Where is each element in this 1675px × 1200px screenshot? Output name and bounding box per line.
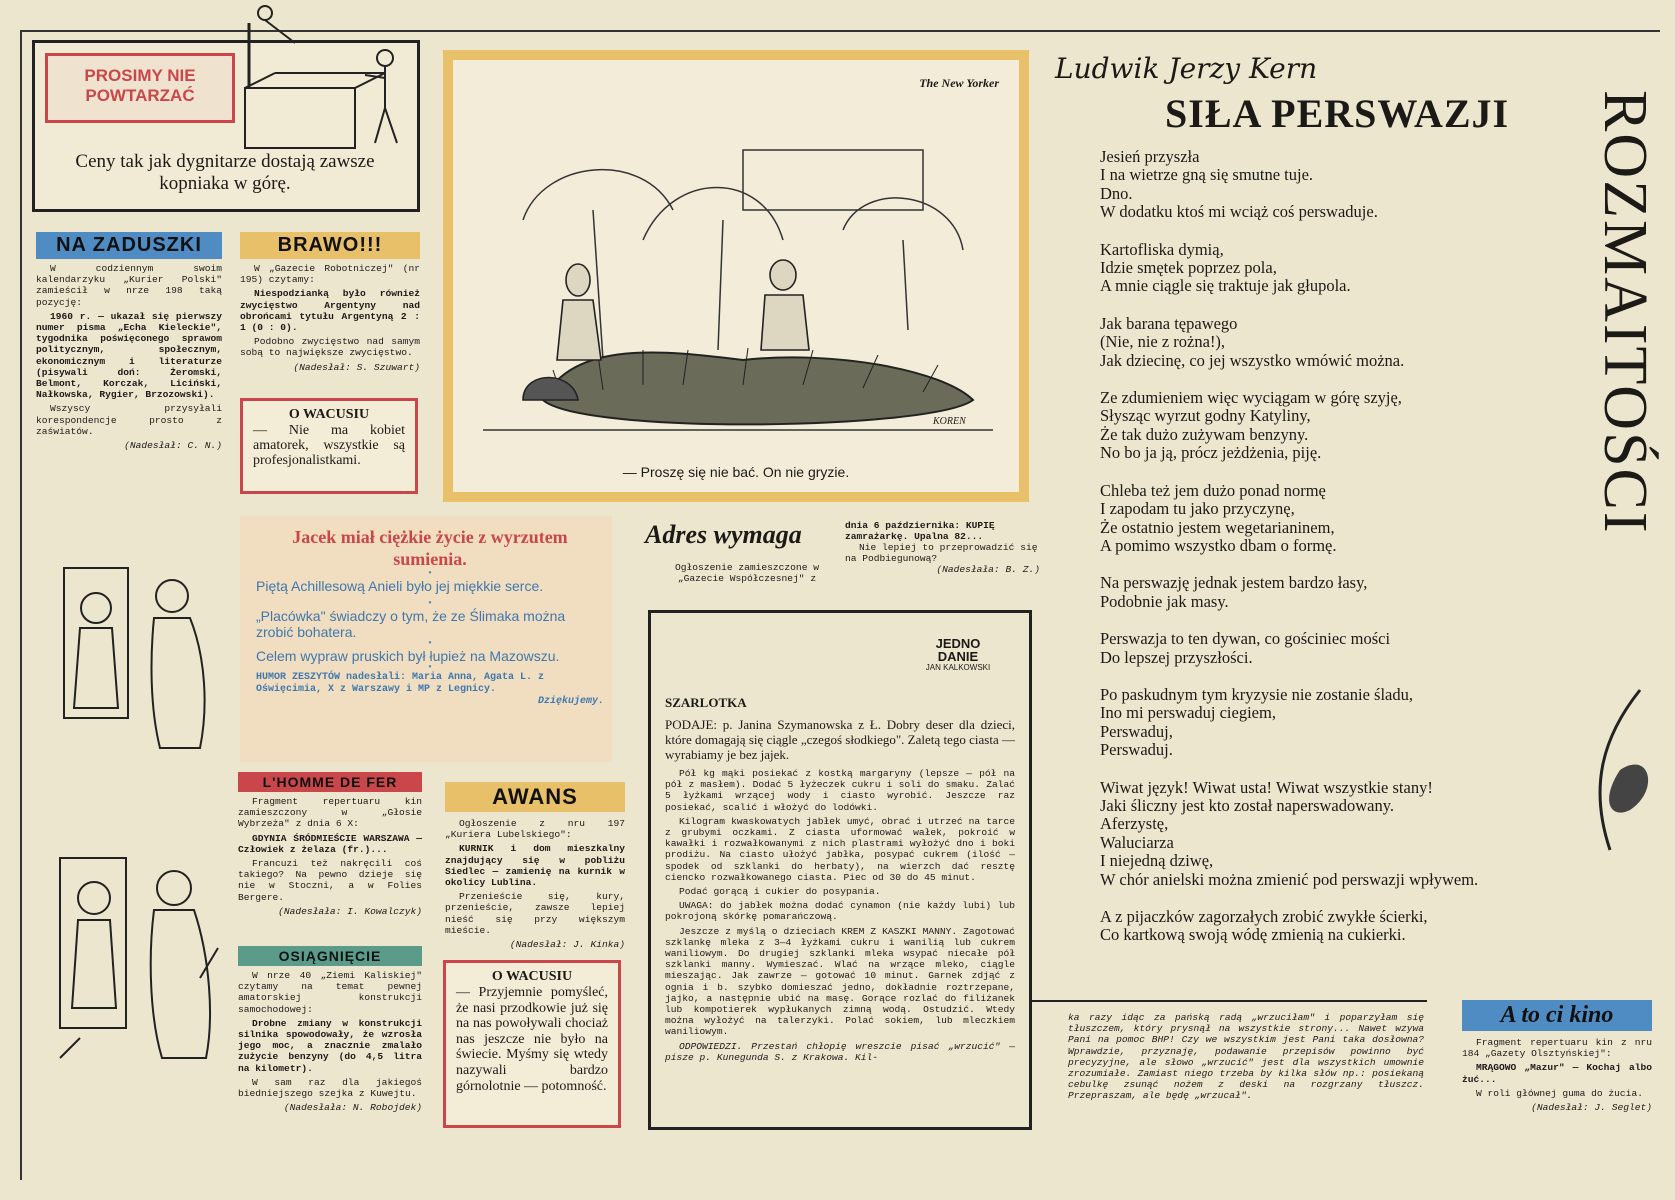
quill-ornament-icon bbox=[1560, 680, 1670, 860]
brawo-p3: Podobno zwycięstwo nad samym sobą to największe zwycięstwo. bbox=[240, 336, 420, 359]
page-frame-left bbox=[20, 30, 22, 1180]
szarlotka-intro: PODAJE: p. Janina Szymanowska z Ł. Dobry deser dla dzieci, które domagają się ciągle „czegoś słodkiego". Zaletą tego ciasta — wyrabiamy je bez jajek. bbox=[665, 717, 1015, 762]
szarlotka-p5: Jeszcze z myślą o dzieciach KREM Z KASZKI MANNY. Zagotować szklankę mleka z 3—4 łyżkami cukru i wanilią lub cukrem waniliowym. Do drugiej szklanki mleka wsypać niecałe pół szklanki manny. Wymieszać. Wlać na wrzące mleko, ciągle mieszając. Jak zawrze — gotować 10 minut. Garnek zdjąć z ognia i b. szybko domieszać jedno, dokładnie roztrzepane, jajko, a następnie ubić na masę. Gorące rozlać do filiżanek lub kompotierek wypłukanych zimną wodą. Ostudzić. Wtedy można wyłożyć na talerzyki. Polać sokiem, lub mleczkiem waniliowym. bbox=[665, 925, 1015, 1038]
jacek-item-2: „Placówka" świadczy o tym, że ze Ślimaka można zrobić bohatera. bbox=[256, 608, 566, 640]
awans-section bbox=[445, 782, 625, 952]
brawo-heading: BRAWO!!! bbox=[240, 232, 420, 259]
osiagniecie-credit: (Nadesłała: N. Robojdek) bbox=[283, 1102, 422, 1114]
prosimy-title-box bbox=[45, 53, 235, 123]
poem-line: Kartofliska dymią, bbox=[1100, 239, 1224, 259]
zaduszki-p3: Wszyscy przysyłali korespondencje prosto z zaświatów. bbox=[36, 403, 222, 437]
jacek-item-1: Piętą Achillesową Anieli było jej miękkie serce. bbox=[256, 578, 544, 594]
poem-line: Aferzystę, bbox=[1100, 814, 1169, 834]
homme-credit: (Nadesłała: I. Kowalczyk) bbox=[278, 905, 422, 917]
wacusiu-box-1 bbox=[240, 398, 418, 494]
poem-line: W dodatku ktoś mi wciąż coś perswaduje. bbox=[1100, 202, 1378, 222]
cartoon-source: The New Yorker bbox=[919, 76, 999, 90]
homme-p2: GDYNIA ŚRÓDMIEŚCIE WARSZAWA — Człowiek z żelaza (fr.)... bbox=[238, 832, 422, 855]
jacek-title: Jacek miał ciężkie życie z wyrzutem sumienia. bbox=[292, 527, 568, 569]
poem-line: Chleba też jem dużo ponad normę bbox=[1100, 480, 1326, 500]
szarlotka-answer-cont: ka razy idąc za pańską radą „wrzuciłam" i poparzyłam się tłuszczem, który prysnął na wszystkie strony... Nawet wzywa Pani na pomoc BHP! Czy we wszystkim jest Pani taka dosłowna? Wprawdzie, przyznaję, podawanie przepisów powinno być precyzyjne, ale słowo „wrzucić" jest dla wszystkich umownie zrozumiałe. Zamiast niego trzeba by kilka słów np.: posiekaną cebulkę zsunąć nożem z deski na rozgrzany tłuszcz. Przepraszam, ale będę „wrzucał". bbox=[1068, 1012, 1424, 1102]
wacusiu-box-2 bbox=[443, 960, 621, 1128]
brawo-p1: W „Gazecie Robotniczej" (nr 195) czytamy: bbox=[240, 263, 420, 286]
jacek-thanks: HUMOR ZESZYTÓW nadesłali: Maria Anna, Agata L. z Oświęcimia, X z Warszawy i MP z Legnicy. bbox=[256, 672, 545, 695]
poem-line: No bo ja ją, prócz jeżdżenia, piję. bbox=[1100, 443, 1322, 463]
desk-illustration bbox=[235, 3, 415, 153]
poem-line: Jesień przyszła bbox=[1100, 147, 1200, 166]
poem-line: W chór anielski można zmienić pod perswazji wpływem. bbox=[1100, 869, 1479, 889]
poem-stanza bbox=[1100, 908, 1620, 945]
homme-p3: Francuzi też nakręcili coś takiego? Na pewno dzieje się nie w Stoczni, a w Folies Bergere. bbox=[238, 858, 422, 903]
zaduszki-credit: (Nadesłał: C. N.) bbox=[124, 440, 222, 452]
jacek-bullet-1: • bbox=[428, 568, 432, 579]
poem-line: Ze zdumieniem więc wyciągam w górę szyję, bbox=[1100, 388, 1402, 408]
prosimy-text: Ceny tak jak dygnitarze dostają zawsze kopniaka w górę. bbox=[75, 151, 375, 194]
kino-credit: (Nadesłał: J. Seglet) bbox=[1531, 1102, 1652, 1114]
jedno-danie-logo bbox=[913, 637, 1003, 672]
zaduszki-p1: W codziennym swoim kalendarzyku „Kurier Polski" zamieścił w nrze 198 taką pozycję: bbox=[36, 263, 222, 308]
wacusiu-1-heading: O WACUSIU bbox=[288, 407, 370, 422]
poem-line: Perswazja to ten dywan, co gościniec mości bbox=[1100, 629, 1391, 649]
wacusiu-2-heading: O WACUSIU bbox=[491, 969, 573, 984]
cartoon-signature: KOREN bbox=[933, 416, 966, 427]
poem-stanza bbox=[1100, 574, 1620, 611]
awans-heading: AWANS bbox=[445, 782, 625, 812]
adres-heading: Adres wymaga bbox=[645, 520, 802, 549]
adres-left: Ogłoszenie zamieszczone w „Gazecie Współczesnej" z bbox=[675, 562, 819, 584]
szarlotka-answer: ODPOWIEDZI. Przestań chłopię wreszcie pisać „wrzucić" — pisze p. Kunegunda S. z Krakowa. Kil- bbox=[665, 1040, 1015, 1063]
logo-jedno: JEDNO bbox=[935, 636, 981, 651]
poem-line: Perswaduj. bbox=[1100, 740, 1173, 760]
cartoon-box bbox=[443, 50, 1029, 502]
szarlotka-p3: Podać gorącą i cukier do posypania. bbox=[679, 886, 881, 898]
kino-heading: A to ci kino bbox=[1462, 1000, 1652, 1031]
awans-p2: KURNIK i dom mieszkalny znajdujący się w pobliżu Siedlec — zamienię na kurnik w okolicy Lublina. bbox=[445, 843, 625, 889]
poem-line: Podobnie jak masy. bbox=[1100, 591, 1229, 611]
zaduszki-heading: NA ZADUSZKI bbox=[36, 232, 222, 259]
kino-p3: W roli głównej guma do żucia. bbox=[1476, 1087, 1643, 1099]
awans-credit: (Nadesłał: J. Kinka) bbox=[509, 939, 625, 951]
jacek-bullet-3: • bbox=[428, 638, 432, 649]
poem-line: Że tak dużo zużywam benzyny. bbox=[1100, 424, 1309, 444]
poem-line: Po paskudnym tym kryzysie nie zostanie śladu, bbox=[1100, 684, 1413, 704]
mirror-women-illustration-top bbox=[50, 548, 210, 758]
cartoon-drawing bbox=[483, 100, 993, 440]
jacek-item-3: Celem wypraw pruskich był łupież na Mazowszu. bbox=[256, 648, 560, 664]
poem-line: Wiwat język! Wiwat usta! Wiwat wszystkie stany! bbox=[1100, 777, 1433, 797]
poem-stanza bbox=[1100, 315, 1620, 370]
poem-line: Idzie smętek poprzez pola, bbox=[1100, 258, 1277, 278]
homme-section bbox=[238, 772, 422, 942]
szarlotka-box bbox=[648, 610, 1032, 1130]
szarlotka-p4: UWAGA: do jabłek można dodać cynamon (nie każdy lubi) lub pokrojoną skórkę pomarańczową. bbox=[665, 900, 1015, 923]
wacusiu-1-text: — Nie ma kobiet amatorek, wszystkie są profesjonalistkami. bbox=[253, 423, 405, 468]
awans-p3: Przenieście się, kury, przenieście, zawsze lepiej nieść się przy większym mieście. bbox=[445, 891, 625, 936]
poem-line: A pomimo wszystko dbam o formę. bbox=[1100, 535, 1337, 555]
poem-stanza bbox=[1100, 686, 1620, 760]
poem-stanza bbox=[1100, 779, 1620, 889]
osiagniecie-p2: Drobne zmiany w konstrukcji silnika spowodowały, że wzrosła jego moc, a znacznie zmalało zużycie benzyny (do 4,5 litra na kilometr). bbox=[238, 1017, 422, 1074]
adres-right-2: Nie lepiej to przeprowadzić się na Podbiegunową? bbox=[845, 542, 1038, 564]
prosimy-box bbox=[32, 40, 420, 212]
osiagniecie-p1: W nrze 40 „Ziemi Kaliskiej" czytamy na temat pewnej amatorskiej konstrukcji samochodowej: bbox=[238, 970, 422, 1015]
logo-danie: DANIE bbox=[937, 649, 979, 664]
prosimy-title-line2: POWTARZAĆ bbox=[85, 86, 195, 105]
jacek-box bbox=[240, 516, 612, 762]
zaduszki-p2: 1960 r. — ukazał się pierwszy numer pisma „Echa Kieleckie", tygodnika poświęconego sprawom politycznym, społecznym, ekonomicznym i literaturze (pisywali doń: Żeromski, Belmont, Korczak, Liciński, Nałkowska, Rygier, Brzozowski). bbox=[36, 310, 222, 401]
poem-stanza bbox=[1100, 630, 1620, 667]
osiagniecie-section bbox=[238, 946, 422, 1136]
szarlotka-title: SZARLOTKA bbox=[665, 695, 747, 710]
szarlotka-p2: Kilogram kwaskowatych jabłek umyć, obrać i utrzeć na tarce z grubymi oczkami. Z ciasta uformować wałek, pokroić w kawałki i rozwałkowanymi z nich plastrami wyłożyć dno i boki prodiżu. Na ciasto ułożyć jabłka, posypać cukrem (ilość — spodek od szklanki do herbaty), na wierzch dać resztę ciencko rozwałkowanego ciasta. Piec od 30 do 45 minut. bbox=[665, 815, 1015, 883]
poem-line: Waluciarza bbox=[1100, 832, 1174, 852]
poem-line: I niejedną dziwę, bbox=[1100, 851, 1214, 871]
brawo-credit: (Nadesłał: S. Szuwart) bbox=[293, 361, 420, 373]
divider-line bbox=[1032, 1000, 1427, 1002]
poem-stanza bbox=[1100, 389, 1620, 463]
wacusiu-2-text: — Przyjemnie pomyśleć, że nasi przodkowie już się na nas powoływali chociaż nas jeszcze nie było na świecie. Myśmy się wtedy nazywali bardzo górnolotnie — potomność. bbox=[456, 985, 608, 1094]
poem-line: A z pijaczków zagorzałych zrobić zwykłe ścierki, bbox=[1100, 907, 1428, 926]
poem-line: I zapodam tu jako przyczynę, bbox=[1100, 499, 1295, 519]
homme-heading: L'HOMME DE FER bbox=[238, 772, 422, 792]
poem-line: A mnie ciągle się traktuje jak głupola. bbox=[1100, 276, 1351, 296]
poem-author: Ludwik Jerzy Kern bbox=[1055, 52, 1318, 85]
poem-stanza bbox=[1100, 241, 1620, 296]
poem-line: Na perswazję jednak jestem bardzo łasy, bbox=[1100, 573, 1368, 593]
adres-credit: (Nadesłała: B. Z.) bbox=[936, 564, 1040, 575]
poem-line: Słysząc wyrzut godny Katyliny, bbox=[1100, 406, 1311, 426]
poem-line: Ino mi perswaduj ciegiem, bbox=[1100, 703, 1276, 723]
poem-stanza bbox=[1100, 482, 1620, 556]
osiagniecie-p3: W sam raz dla jakiegoś biedniejszego szejka z Kuwejtu. bbox=[238, 1076, 422, 1100]
poem-line: I na wietrze gną się smutne tuje. bbox=[1100, 165, 1314, 185]
poem-line: Jaki śliczny jest kto został naperswadowany. bbox=[1100, 795, 1395, 815]
kino-section bbox=[1462, 1000, 1652, 1150]
poem-line: Że ostatnio jestem wegetarianinem, bbox=[1100, 517, 1335, 537]
poem-line: Jak dziecinę, co jej wszystko wmówić można. bbox=[1100, 350, 1405, 370]
kino-p1: Fragment repertuaru kin z nru 184 „Gazety Olsztyńskiej": bbox=[1462, 1037, 1652, 1060]
prosimy-title-line1: PROSIMY NIE bbox=[84, 66, 196, 85]
szarlotka-p1: Pół kg mąki posiekać z kostką margaryny (lepsze — pół na pół z masłem). Dodać 5 łyżeczek cukru i soli do smaku. Zalać 5 łyżkami wrzącej wody i ciasto wyrobić. Jeszcze raz posiekać, scalić i włożyć do lodówki. bbox=[665, 768, 1015, 813]
poem-body bbox=[1100, 148, 1620, 964]
poem-title: SIŁA PERSWAZJI bbox=[1165, 91, 1510, 136]
homme-p1: Fragment repertuaru kin zamieszczony w „Głosie Wybrzeża" z dnia 6 X: bbox=[238, 796, 422, 830]
poem-line: Perswaduj, bbox=[1100, 721, 1173, 741]
cartoon-caption: — Proszę się nie bać. On nie gryzie. bbox=[622, 464, 850, 480]
poem-line: (Nie, nie z rożna!), bbox=[1100, 332, 1226, 352]
jacek-bullet-2: • bbox=[428, 598, 432, 609]
jacek-thanks-end: Dziękujemy. bbox=[537, 696, 604, 707]
adres-section bbox=[645, 520, 1040, 602]
brawo-p2: Niespodzianką było również zwycięstwo Argentyny nad obrońcami tytułu Argentyną 2 : 1 (0 : 0). bbox=[240, 288, 420, 334]
osiagniecie-heading: OSIĄGNIĘCIE bbox=[238, 946, 422, 966]
awans-p1: Ogłoszenie z nru 197 „Kuriera Lubelskiego": bbox=[445, 818, 625, 841]
brawo-section bbox=[240, 232, 420, 392]
jacek-bullet-4: • bbox=[428, 662, 432, 673]
mirror-women-illustration-bottom bbox=[50, 838, 220, 1063]
poem-line: Do lepszej przyszłości. bbox=[1100, 647, 1253, 667]
adres-right: dnia 6 października: KUPIĘ zamrażarkę. Upalna 82... bbox=[845, 520, 995, 542]
kino-p2: MRĄGOWO „Mazur" — Kochaj albo żuć... bbox=[1462, 1062, 1652, 1085]
poem-line: Co kartkową swoją wódę zmienią na cukierki. bbox=[1100, 925, 1406, 945]
rozmaitosci-side-title: ROZMAITOŚCI bbox=[1591, 90, 1659, 535]
poem-line: Jak barana tępawego bbox=[1100, 313, 1238, 333]
poem-stanza bbox=[1100, 148, 1620, 222]
poem-line: Dno. bbox=[1100, 183, 1133, 203]
logo-author: JAN KALKOWSKI bbox=[925, 663, 991, 672]
zaduszki-section bbox=[36, 232, 222, 477]
